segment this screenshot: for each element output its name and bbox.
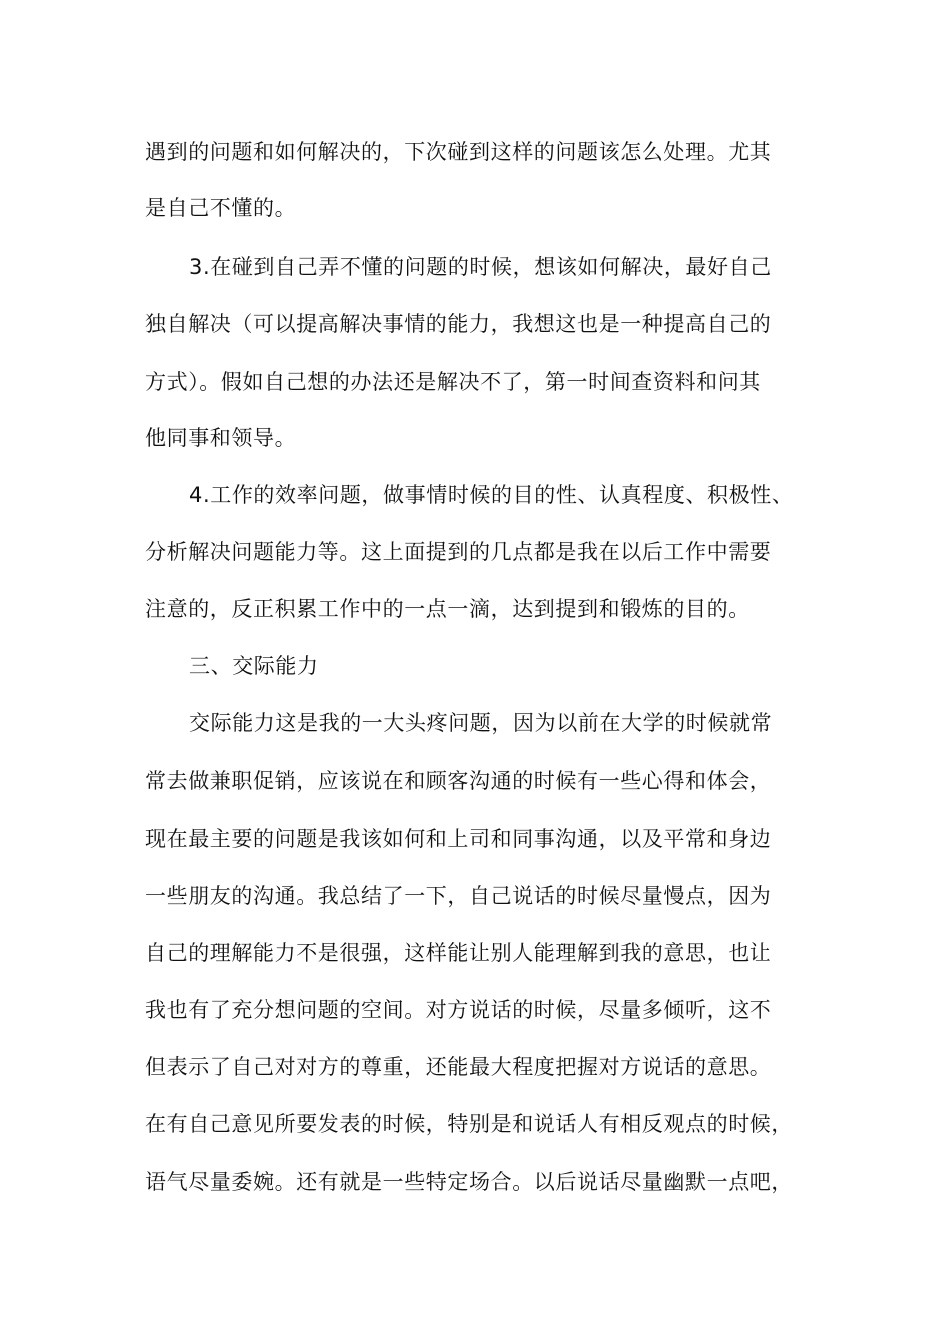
text-line: 他同事和领导。	[145, 426, 297, 450]
text-line: 交际能力这是我的一大头疼问题，因为以前在大学的时候就常	[189, 711, 773, 735]
text-line: 是自己不懂的。	[145, 196, 297, 220]
text-line: 我也有了充分想问题的空间。对方说话的时候，尽量多倾听，这不	[145, 998, 772, 1022]
text-line: 独自解决（可以提高解决事情的能力，我想这也是一种提高自己的	[145, 312, 772, 336]
text-line: 方式）。假如自己想的办法还是解决不了，第一时间查资料和问其	[145, 370, 761, 394]
text-line: 一些朋友的沟通。我总结了一下，自己说话的时候尽量慢点，因为	[145, 884, 772, 908]
text-line: 3.在碰到自己弄不懂的问题的时候，想该如何解决，最好自己	[189, 255, 772, 279]
text-line: 注意的，反正积累工作中的一点一滴，达到提到和锻炼的目的。	[145, 597, 750, 621]
text-line: 自己的理解能力不是很强，这样能让别人能理解到我的意思，也让	[145, 941, 772, 965]
section-heading: 三、交际能力	[189, 654, 319, 678]
text-line: 但表示了自己对对方的尊重，还能最大程度把握对方说话的意思。	[145, 1055, 772, 1079]
text-line: 遇到的问题和如何解决的，下次碰到这样的问题该怎么处理。尤其	[145, 140, 772, 164]
text-line: 在有自己意见所要发表的时候，特别是和说话人有相反观点的时候，	[145, 1112, 793, 1136]
text-line: 现在最主要的问题是我该如何和上司和同事沟通，以及平常和身边	[145, 827, 772, 851]
text-line: 分析解决问题能力等。这上面提到的几点都是我在以后工作中需要	[145, 540, 772, 564]
text-line: 语气尽量委婉。还有就是一些特定场合。以后说话尽量幽默一点吧，	[145, 1170, 793, 1194]
text-line: 4.工作的效率问题，做事情时候的目的性、认真程度、积极性、	[189, 483, 794, 507]
text-line: 常去做兼职促销，应该说在和顾客沟通的时候有一些心得和体会，	[145, 769, 772, 793]
